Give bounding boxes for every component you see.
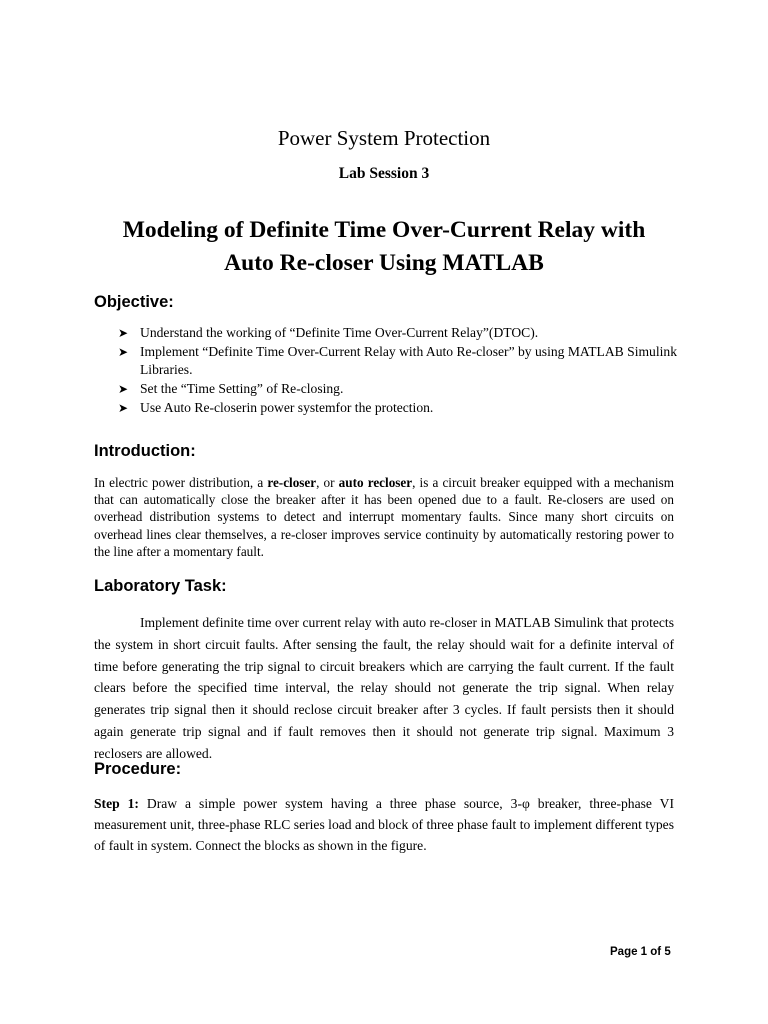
objective-item: ➤ Implement “Definite Time Over-Current Relay with Auto Re-closer” by using MATLAB Simulink Libraries. xyxy=(118,344,677,377)
term-auto-recloser: auto recloser xyxy=(338,475,413,490)
lab-task-heading: Laboratory Task: xyxy=(94,577,227,595)
session-label: Lab Session 3 xyxy=(338,165,430,182)
introduction-heading: Introduction: xyxy=(94,442,196,460)
course-title: Power System Protection xyxy=(277,126,491,150)
procedure-heading: Procedure: xyxy=(94,760,182,778)
objective-heading: Objective: xyxy=(94,293,174,311)
arrow-bullet-icon: ➤ xyxy=(118,345,129,359)
procedure-step-1: Step 1: Draw a simple power system having a three phase source, 3-φ breaker, three-phase VI measurement unit, three-phase RLC series load and block of three phase fault to implement different types of fault in system. Connect the blocks as shown in the figure. xyxy=(94,796,675,854)
objective-item: ➤ Set the “Time Setting” of Re-closing. xyxy=(118,381,344,396)
introduction-paragraph: In electric power distribution, a re-closer, or auto recloser, is a circuit breaker equipped with a mechanism that can automatically close the breaker after it has been opened due to a fault. Re-closers are used on overhead distribution systems to detect and interrupt momentary faults. Since many short circuits on overhead lines clear themselves, a re-closer improves service continuity by automatically restoring power to the line after a momentary fault. xyxy=(94,475,674,559)
arrow-bullet-icon: ➤ xyxy=(118,401,129,415)
main-title-line-1: Modeling of Definite Time Over-Current Relay with xyxy=(122,217,646,243)
arrow-bullet-icon: ➤ xyxy=(118,382,129,396)
objective-list xyxy=(118,324,678,418)
lab-task-paragraph: Implement definite time over current relay with auto re-closer in MATLAB Simulink that protects the system in short circuit faults. After sensing the fault, the relay should wait for a definite interval of time before generating the trip signal to circuit breakers which are carrying the fault current. If the fault clears before the specified time interval, the relay should not generate the trip signal. When relay generates trip signal then it should reclose circuit breaker after 3 cycles. If fault persists then it should again generate trip signal and if fault removes then it should not generate trip signal. Maximum 3 reclosers are allowed. xyxy=(94,615,674,761)
page-number: Page 1 of 5 xyxy=(610,946,671,958)
objective-item: ➤ Understand the working of “Definite Time Over-Current Relay”(DTOC). xyxy=(118,325,539,340)
term-recloser: re-closer xyxy=(267,475,317,490)
main-title xyxy=(80,214,688,280)
step-label: Step 1: xyxy=(94,796,139,811)
objective-item: ➤ Use Auto Re-closerin power systemfor the protection. xyxy=(118,400,434,415)
arrow-bullet-icon: ➤ xyxy=(118,326,129,340)
main-title-line-2: Auto Re-closer Using MATLAB xyxy=(224,250,544,276)
